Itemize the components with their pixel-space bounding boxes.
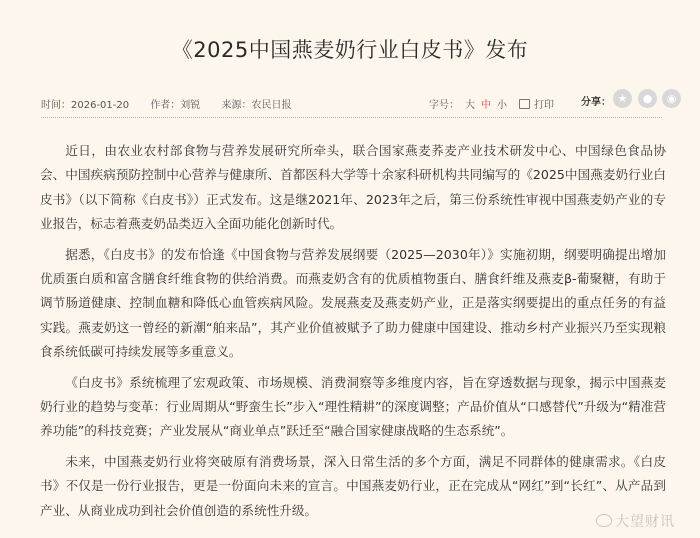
paragraph: 据悉，《白皮书》的发布恰逢《中国食物与营养发展纲要（2025—2030年）》实施初期，纲要明确提出增加优质蛋白质和富含膳食纤维食物的供给消费。而燕麦奶含有的优质植物蛋白、膳食纤维及燕麦β-葡聚糖，有助于调节肠道健康、控制血糖和降低心血管疾病风险。发展燕麦及燕麦奶产业，正是落实纲要提出的重点任务的有益实践。燕麦奶这一曾经的新潮“舶来品”，其产业价值被赋予了助力健康中国建设、推动乡村产业振兴乃至实现粮食系统低碳可持续发展等多重意义。: [40, 246, 666, 360]
article-meta: [41, 92, 677, 111]
author: 作者：刘锐: [150, 100, 201, 111]
weibo-icon[interactable]: ◉: [662, 89, 681, 108]
font-size-control: [429, 96, 507, 111]
paragraph: 近日，由农业农村部食物与营养发展研究所牵头，联合国家燕麦荞麦产业技术研发中心、中国绿色食品协会、中国疾病预防控制中心营养与健康所、首都医科大学等十余家科研机构共同编写的《2025中国燕麦奶行业白皮书》（以下简称《白皮书》）正式发布。这是继2021年、2023年之后，第三份系统性审视中国燕麦奶产业的专业报告，标志着燕麦奶品类迈入全面功能化创新时代。: [40, 143, 666, 232]
paragraph: 《白皮书》系统梳理了宏观政策、市场规模、消费洞察等多维度内容，旨在穿透数据与现象，揭示中国燕麦奶行业的趋势与变革：行业周期从“野蛮生长”步入“理性精耕”的深度调整；产品价值从“口感替代”升级为“精准营养功能”的科技竞赛；产业发展从“商业单点”跃迁至“融合国家健康战略的生态系统”。: [40, 374, 666, 439]
watermark: [596, 511, 675, 531]
watermark-text: 大望财讯: [615, 514, 675, 530]
weibo-logo-icon: [596, 514, 612, 527]
font-size-small-button[interactable]: 小: [497, 100, 507, 111]
wechat-icon[interactable]: ●: [638, 89, 657, 108]
font-size-label: 字号：: [429, 100, 459, 111]
meta-info: [41, 96, 310, 111]
source: 来源：农民日报: [221, 100, 292, 111]
font-size-large-button[interactable]: 大: [465, 100, 475, 111]
share-label: 分享：: [581, 97, 611, 108]
article-body: [40, 139, 666, 529]
paragraph: 未来，中国燕麦奶行业将突破原有消费场景，深入日常生活的多个方面，满足不同群体的健康需求。《白皮书》不仅是一份行业报告，更是一份面向未来的宣言。中国燕麦奶行业，正在完成从“网红”到“长红”、从产品到产业、从商业成功到社会价值创造的系统性升级。: [40, 453, 666, 518]
meta-divider: [41, 117, 662, 118]
print-label: 打印: [534, 100, 554, 111]
printer-icon: [519, 99, 530, 109]
star-icon[interactable]: ★: [613, 89, 632, 108]
article-title: 《2025中国燕麦奶行业白皮书》发布: [171, 38, 529, 62]
font-size-medium-button[interactable]: 中: [481, 100, 491, 111]
print-button[interactable]: [519, 96, 554, 111]
publish-time: 时间：2026-01-20: [41, 100, 130, 111]
